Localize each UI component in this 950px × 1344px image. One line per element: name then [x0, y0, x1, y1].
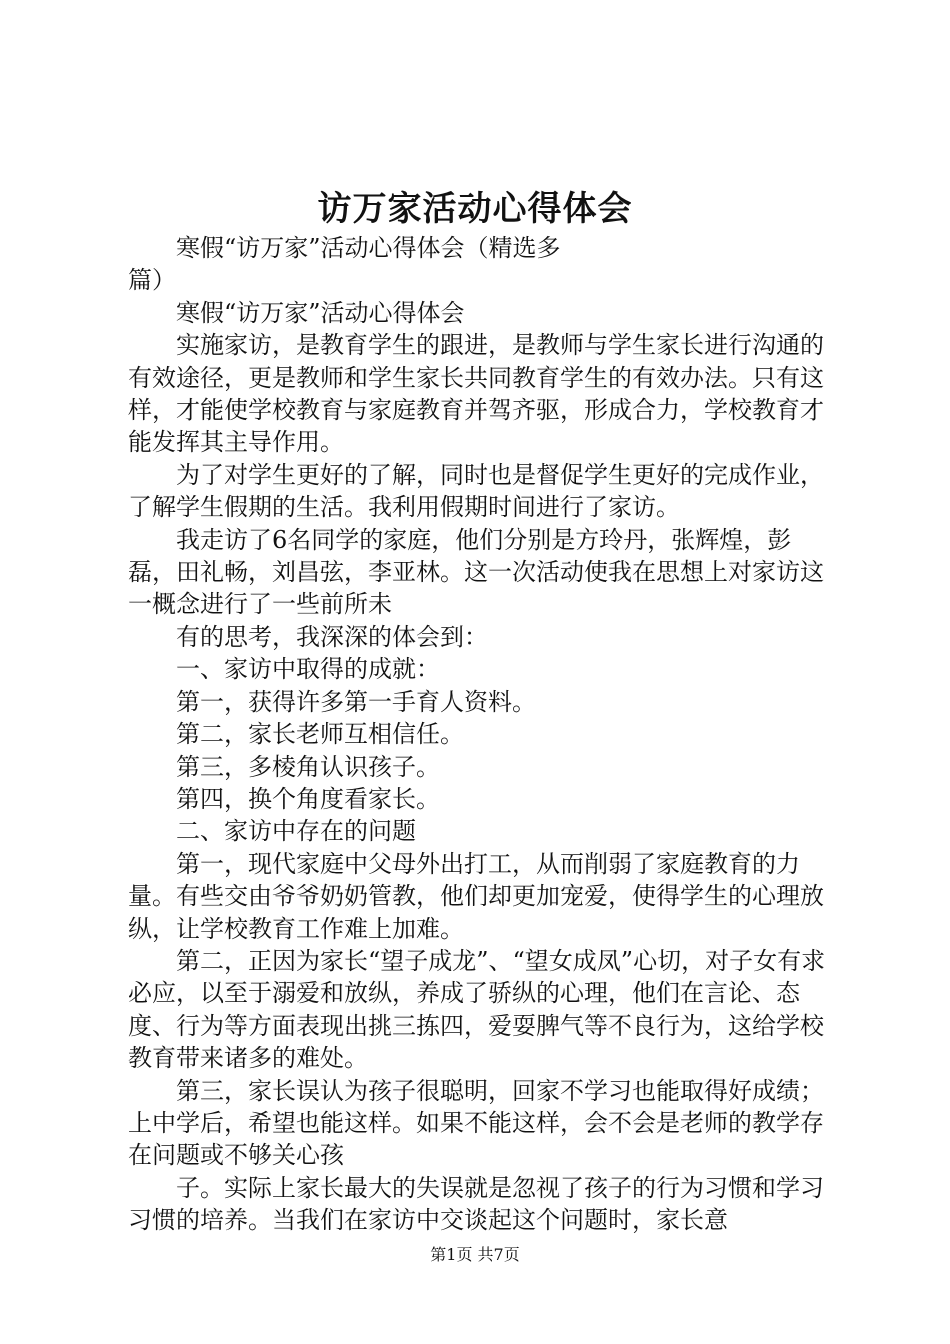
list-item: 第三，多棱角认识孩子。 [176, 752, 440, 781]
paragraph: 实施家访，是教育学生的跟进，是教师与学生家长进行沟通的有效途径，更是教师和学生家长共同教育学生的有效办法。只有这样，才能使学校教育与家庭教育并驾齐驱，形成合力，学校教育才能发挥其主导作用。 [128, 331, 824, 457]
paragraph: 我走访了6名同学的家庭，他们分别是方玲丹，张辉煌，彭磊，田礼畅，刘昌弦，李亚林。这一次活动使我在思想上对家访这一概念进行了一些前所未 [128, 525, 824, 619]
document-body [128, 232, 838, 1237]
paragraph: 第二，正因为家长“望子成龙”、“望女成凤”心切，对子女有求必应，以至于溺爱和放纵，养成了骄纵的心理，他们在言论、态度、行为等方面表现出挑三拣四，爱耍脾气等不良行为，这给学校教育带来诸多的难处。 [128, 946, 826, 1073]
document-title: 访万家活动心得体会 [317, 189, 633, 229]
list-item: 第一，获得许多第一手育人资料。 [176, 687, 536, 716]
paragraph: 有的思考，我深深的体会到： [176, 622, 488, 651]
paragraph: 第三，家长误认为孩子很聪明，回家不学习也能取得好成绩；上中学后，希望也能这样。如果不能这样，会不会是老师的教学存在问题或不够关心孩 [128, 1076, 824, 1170]
paragraph-subtitle: 寒假“访万家”活动心得体会（精选多篇） [128, 234, 561, 295]
list-item: 第四，换个角度看家长。 [176, 784, 440, 813]
page-footer: 第1页 共7页 [430, 1245, 520, 1264]
section-heading: 一、家访中取得的成就： [176, 655, 440, 684]
paragraph-heading: 寒假“访万家”活动心得体会 [176, 298, 465, 327]
paragraph: 为了对学生更好的了解，同时也是督促学生更好的完成作业，了解学生假期的生活。我利用假期时间进行了家访。 [128, 460, 824, 522]
paragraph: 子。实际上家长最大的失误就是忽视了孩子的行为习惯和学习习惯的培养。当我们在家访中交谈起这个问题时，家长意 [128, 1173, 824, 1235]
paragraph: 第一，现代家庭中父母外出打工，从而削弱了家庭教育的力量。有些交由爷爷奶奶管教，他们却更加宠爱，使得学生的心理放纵，让学校教育工作难上加难。 [128, 849, 824, 943]
list-item: 第二，家长老师互相信任。 [176, 720, 464, 749]
section-heading: 二、家访中存在的问题 [176, 817, 416, 846]
